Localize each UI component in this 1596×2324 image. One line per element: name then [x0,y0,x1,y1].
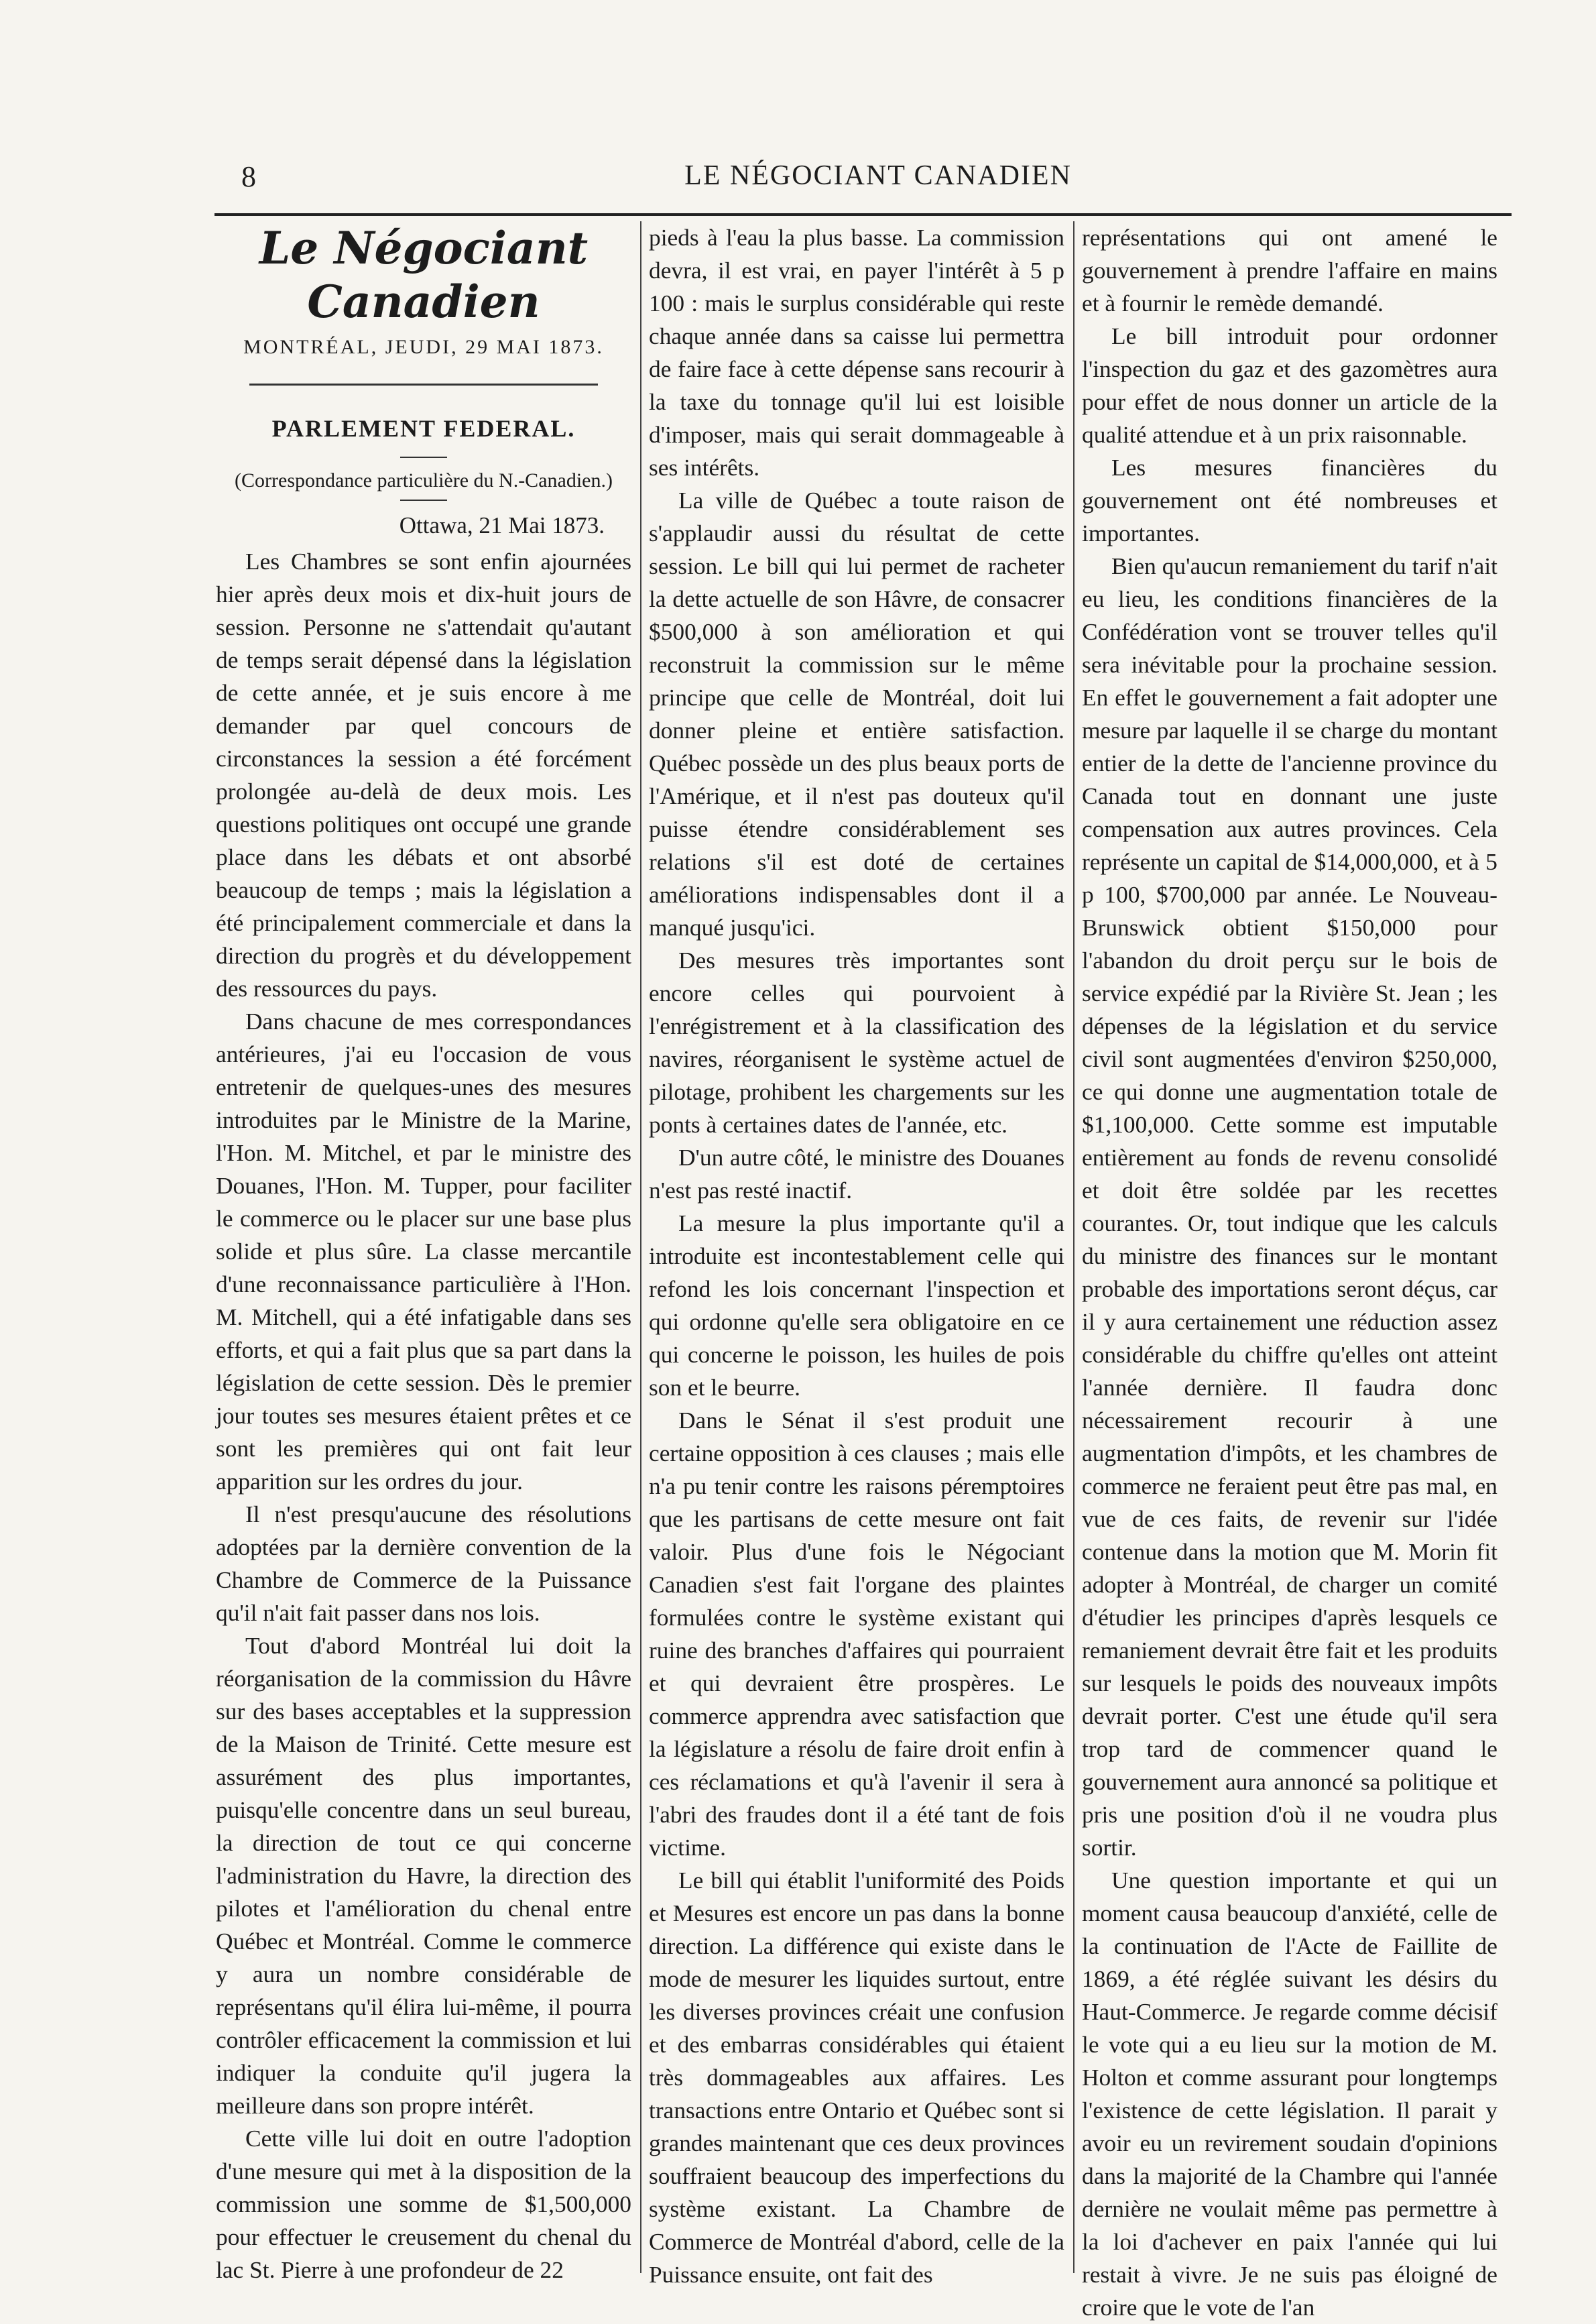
separator-rule [400,500,447,501]
paragraph: Une question importante et qui un moment causa beaucoup d'anxiété, celle de la continuation de l'Acte de Faillite de 1869, a été réglée suivant les désirs du Haut-Commerce. Je regarde comme décisif le vote qui a eu lieu sur la motion de M. Holton et comme assurant pour longtemps l'existence de cette législation. Il parait y avoir eu un revirement soudain d'opinions dans la majorité de la Chambre qui l'année dernière ne voulait même pas permettre à la loi d'achever en paix l'année qui lui restait à vivre. Je ne suis pas éloigné de croire que le vote de l'an [1082,1867,1497,2321]
masthead-title: Le Négociant Canadien [259,222,589,328]
paragraph: Des mesures très importantes sont encore celles qui pourvoient à l'enrégistrement et à la classification des navires, réorganisent le système actuel de pilotage, prohibent les chargements sur les ponts à certaines dates de l'année, etc. [649,947,1064,1138]
separator-rule [249,384,598,386]
paragraph: Tout d'abord Montréal lui doit la réorganisation de la commission du Hâvre sur des bases acceptables et la suppression de la Maison de Trinité. Cette mesure est assurément des plus importantes, puisqu'elle concentre dans un seul bureau, la direction de tout ce qui concerne l'administration du Havre, la direction des pilotes et l'amélioration du chenal entre Québec et Montréal. Comme le commerce y aura un nombre considérable de représentans qu'il élira lui-même, il pourra contrôler efficacement la commission et lui indiquer la conduite qu'il jugera la meilleure dans son propre intérêt. [216,1632,631,2119]
column-rule-2 [1073,221,1075,2273]
paragraph: Dans le Sénat il s'est produit une certaine opposition à ces clauses ; mais elle n'a pu tenir contre les raisons péremptoires que les partisans de cette mesure ont fait valoir. Plus d'une fois le Négociant Canadien s'est fait l'organe des plaintes formulées contre le système existant qui ruine des branches d'affaires qui pourraient et qui devraient être prospères. Le commerce apprendra avec satisfaction que la législature a résolu de faire droit enfin à ces réclamations et qu'à l'avenir il sera à l'abri des fraudes dont il a été tant de fois victime. [649,1407,1064,1861]
paragraph: représentations qui ont amené le gouvernement à prendre l'affaire en mains et à fournir le remède demandé. [1082,224,1497,316]
paragraph: Les mesures financières du gouvernement ont été nombreuses et importantes. [1082,454,1497,546]
article-title: PARLEMENT FEDERAL. [271,415,576,442]
article-place-date: Ottawa, 21 Mai 1873. [399,512,605,538]
separator-rule [400,457,447,458]
paragraph: D'un autre côté, le ministre des Douanes n'est pas resté inactif. [649,1144,1064,1204]
paragraph: pieds à l'eau la plus basse. La commission devra, il est vrai, en payer l'intérêt à 5 p 100 : mais le surplus considérable qui reste chaque année dans sa caisse lui permettra de faire face à cette dépense sans recourir à la taxe du tonnage qu'il lui est loisible d'imposer, mais qui serait dommageable à ses intérêts. [649,224,1064,481]
paragraph: La ville de Québec a toute raison de s'applaudir aussi du résultat de cette session. Le bill qui lui permet de racheter la dette actuelle de son Hâvre, de consacrer $500,000 à son amélioration et qui reconstruit la commission sur le même principe que celle de Montréal, doit lui donner pleine et entière satisfaction. Québec possède un des plus beaux ports de l'Amérique, et il n'est pas douteux qu'il puisse étendre considérablement ses relations s'il est doté de certaines améliorations indispensables dont il a manqué jusqu'ici. [649,487,1064,941]
page-number: 8 [241,160,256,193]
column-2 [649,221,1064,2288]
column-3 [1082,221,1497,2321]
running-head: LE NÉGOCIANT CANADIEN [684,160,1072,191]
paragraph: Il n'est presqu'aucune des résolutions adoptées par la dernière convention de la Chambre de Commerce de la Puissance qu'il n'ait fait passer dans nos lois. [216,1501,631,1626]
column-1-body [216,545,631,2286]
paragraph: La mesure la plus importante qu'il a introduite est incontestablement celle qui refond les lois concernant l'inspection et qui ordonne qu'elle sera obligatoire en ce qui concerne le poisson, les huiles de pois son et le beurre. [649,1210,1064,1401]
paragraph: Le bill qui établit l'uniformité des Poids et Mesures est encore un pas dans la bonne direction. La différence qui existe dans le mode de mesurer les liquides surtout, entre les diverses provinces créait une confusion et des embarras considérables qui étaient très dommageables aux affaires. Les transactions entre Ontario et Québec sont si grandes maintenant que ces deux provinces souffraient beaucoup des imperfections du système existant. La Chambre de Commerce de Montréal d'abord, celle de la Puissance ensuite, ont fait des [649,1867,1064,2288]
paragraph: Bien qu'aucun remaniement du tarif n'ait eu lieu, les conditions financières de la Confédération vont se trouver telles qu'il sera inévitable pour la prochaine session. En effet le gouvernement a fait adopter une mesure par laquelle il se charge du montant entier de la dette de l'ancienne province du Canada tout en donnant une juste compensation aux autres provinces. Cela représente un capital de $14,000,000, et à 5 p 100, $700,000 par année. Le Nouveau-Brunswick obtient $150,000 pour l'abandon du droit perçu sur le bois de service expédié par la Rivière St. Jean ; les dépenses de la législation et du service civil sont augmentées d'environ $250,000, ce qui donne une augmentation totale de $1,100,000. Cette somme est imputable entièrement au fonds de revenu consolidé et doit être soldée par les recettes courantes. Or, tout indique que les calculs du ministre des finances sur le montant probable des importations seront déçus, car il y aura certainement une réduction assez considérable du chiffre qu'elles ont atteint l'année dernière. Il faudra donc nécessairement recourir à une augmentation d'impôts, et les chambres de commerce ne feraient peut être pas mal, en vue de ces faits, de revenir sur l'idée contenue dans la motion que M. Morin fit adopter à Montréal, de charger un comité d'étudier les principes d'après lesquels ce remaniement devrait être fait et les produits sur lesquels le poids des nouveaux impôts devrait porter. C'est une étude qu'il sera trop tard de commencer quand le gouvernement aura annoncé sa politique et pris une position d'où il ne voudra plus sortir. [1082,553,1497,1861]
paragraph: Le bill introduit pour ordonner l'inspection du gaz et des gazomètres aura pour effet de nous donner un article de la qualité attendue et à un prix raisonnable. [1082,323,1497,448]
paragraph: Les Chambres se sont enfin ajournées hier après deux mois et dix-huit jours de session. Personne ne s'attendait qu'autant de temps serait dépensé dans la législation de cette année, et je suis encore à me demander par quel concours de circonstances la session a été forcément prolongée au-delà de deux mois. Les questions politiques ont occupé une grande place dans les débats et ont absorbé beaucoup de temps ; mais la législation a été principalement commerciale et dans la direction du progrès et du développement des ressources du pays. [216,548,631,1002]
top-rule [214,213,1512,216]
article-subtitle: (Correspondance particulière du N.-Canadien.) [235,469,613,491]
paragraph: Cette ville lui doit en outre l'adoption d'une mesure qui met à la disposition de la commission une somme de $1,500,000 pour effectuer le creusement du chenal du lac St. Pierre à une profondeur de 22 [216,2125,631,2283]
masthead-dateline: MONTRÉAL, JEUDI, 29 MAI 1873. [243,336,604,358]
column-1 [216,221,631,2283]
column-rule-1 [640,221,641,2273]
paragraph: Dans chacune de mes correspondances antérieures, j'ai eu l'occasion de vous entretenir de quelques-unes des mesures introduites par le Ministre de la Marine, l'Hon. M. Mitchel, et par le ministre des Douanes, l'Hon. M. Tupper, pour faciliter le commerce ou le placer sur une base plus solide et plus sûre. La classe mercantile d'une reconnaissance particulière à l'Hon. M. Mitchell, qui a été infatigable dans ses efforts, et qui a fait plus que sa part dans la législation de cette session. Dès le premier jour toutes ses mesures étaient prêtes et ce sont les premières qui ont fait leur apparition sur les ordres du jour. [216,1008,631,1495]
